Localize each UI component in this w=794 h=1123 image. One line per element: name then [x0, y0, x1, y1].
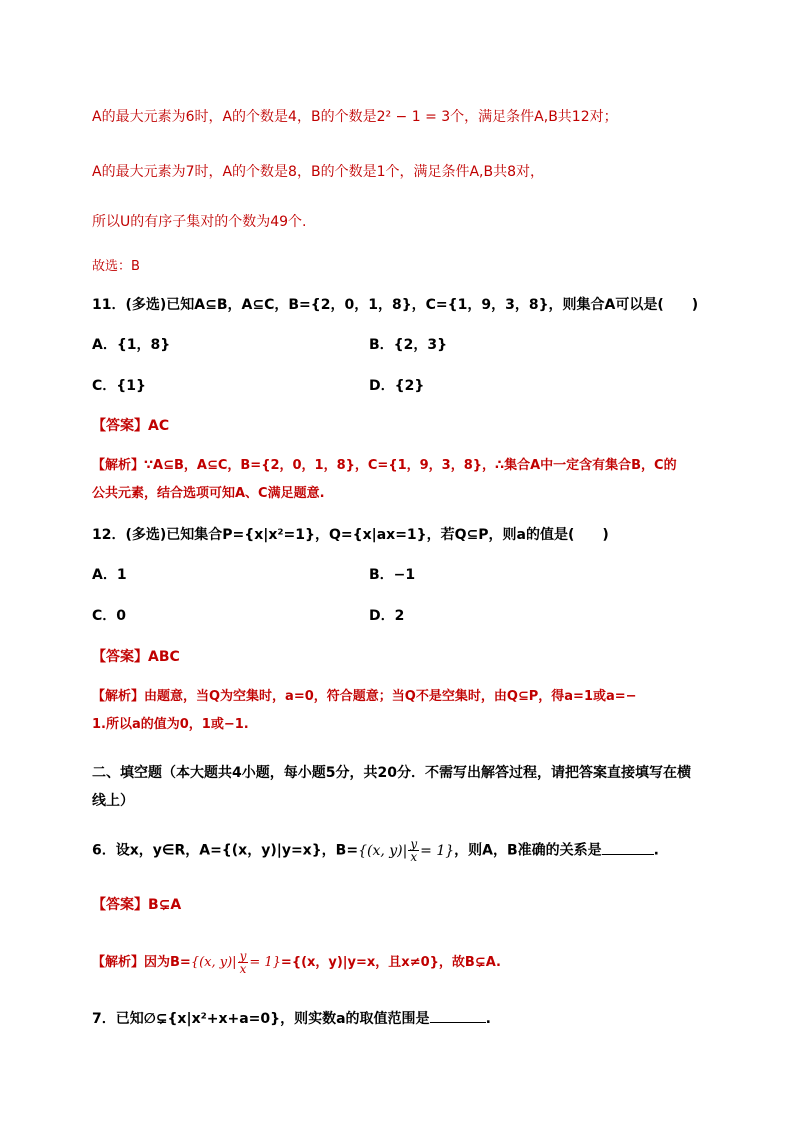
line-case-7: A的最大元素为7时，A的个数是8，B的个数是1个，满足条件A,B共8对， [92, 164, 545, 180]
q12-option-b: B．−1 [369, 567, 416, 583]
q6-analysis-pre: 【解析】因为B= [92, 955, 191, 970]
q12-analysis-2: 1.所以a的值为0，1或−1. [92, 717, 249, 732]
section-heading-1: 二、填空题（本大题共4小题，每小题5分，共20分．不需写出解答过程，请把答案直接填写在横 [92, 765, 691, 781]
q6-fraction [408, 838, 419, 863]
q11-option-b: B．{2，3} [369, 337, 448, 353]
line-conclusion: 所以U的有序子集对的个数为49个. [92, 214, 307, 230]
q6-analysis [92, 950, 501, 975]
q6-set-close: = 1} [420, 842, 455, 859]
q12-analysis-1: 【解析】由题意，当Q为空集时，a=0，符合题意；当Q不是空集时，由Q⊆P，得a=1或a=− [92, 689, 637, 704]
q7-stem-end: . [485, 1011, 491, 1027]
q6-answer-blank [602, 854, 654, 855]
q6-analysis-fraction [238, 950, 249, 975]
q6-stem-pre: 6．设x，y∈R，A={(x，y)|y=x}，B= [92, 842, 359, 859]
q6-analysis-frac-num: y [239, 949, 247, 963]
q6-answer: 【答案】B⊊A [92, 897, 182, 913]
q12-option-d: D．2 [369, 608, 405, 624]
q6-analysis-frac-den: x [239, 962, 247, 976]
q6-stem [92, 838, 659, 863]
q12-stem: 12．(多选)已知集合P={x|x²=1}，Q={x|ax=1}，若Q⊆P，则a的值是( ) [92, 527, 609, 543]
q7-stem-pre: 7．已知∅⊊{x|x²+x+a=0}，则实数a的取值范围是 [92, 1011, 430, 1027]
q11-analysis-2: 公共元素，结合选项可知A、C满足题意. [92, 486, 325, 501]
q6-set-open: {(x, y)| [358, 842, 408, 859]
q6-stem-end: . [653, 842, 659, 859]
q6-analysis-formula [190, 949, 281, 976]
q6-frac-den: x [410, 850, 418, 864]
q11-option-a: A．{1，8} [92, 337, 171, 353]
line-case-6: A的最大元素为6时，A的个数是4，B的个数是2² − 1 = 3个，满足条件A,B共12对； [92, 109, 618, 125]
q11-stem: 11．(多选)已知A⊆B，A⊆C，B={2，0，1，8}，C={1，9，3，8}，则集合A可以是( ) [92, 297, 699, 313]
q6-analysis-set-close: = 1} [249, 955, 281, 970]
q6-analysis-mid: ={(x，y)|y=x，且x≠0}，故B⊊A. [280, 955, 501, 970]
q6-set-formula [358, 837, 455, 864]
q11-option-d: D．{2} [369, 378, 425, 394]
q6-frac-num: y [410, 837, 418, 851]
q11-analysis-1: 【解析】∵A⊆B，A⊆C，B={2，0，1，8}，C={1，9，3，8}，∴集合A中一定含有集合B，C的 [92, 458, 677, 473]
q6-stem-post: ，则A，B准确的关系是 [454, 842, 602, 859]
q7-stem [92, 1010, 491, 1028]
q12-option-c: C．0 [92, 608, 127, 624]
line-choice: 故选：B [92, 259, 140, 274]
q11-option-c: C．{1} [92, 378, 146, 394]
q12-option-a: A．1 [92, 567, 127, 583]
q6-analysis-set-open: {(x, y)| [190, 955, 237, 970]
q11-answer: 【答案】AC [92, 418, 170, 434]
q7-answer-blank [430, 1022, 486, 1023]
q12-answer: 【答案】ABC [92, 649, 180, 665]
section-heading-2: 线上） [92, 793, 134, 809]
